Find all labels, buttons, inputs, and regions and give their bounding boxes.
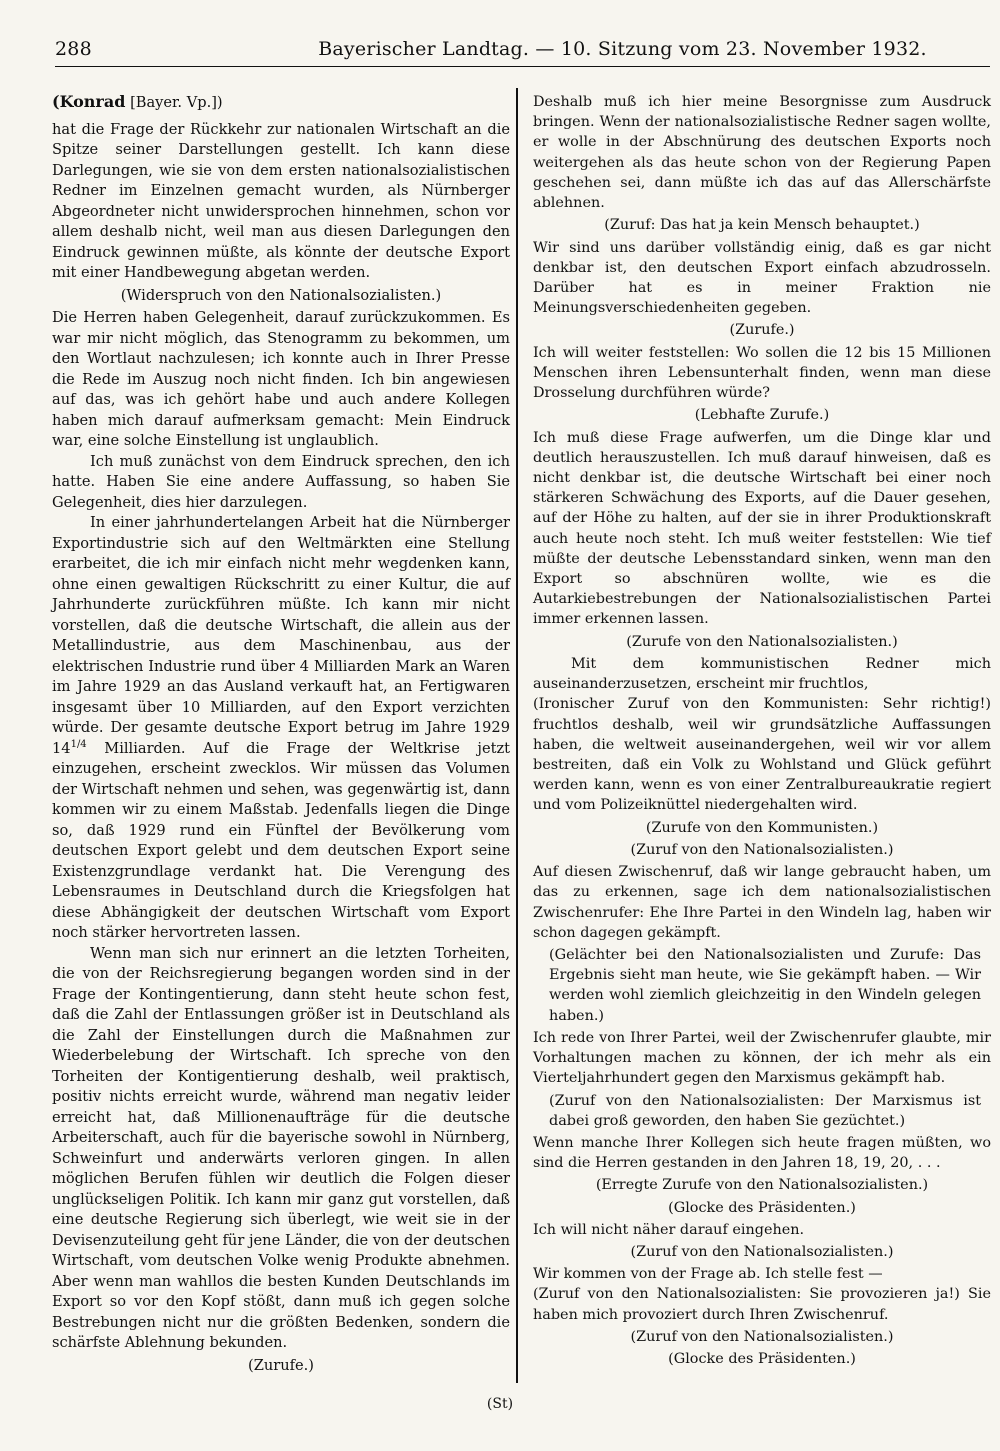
interjection: (Gelächter bei den Nationalsozialisten und Zurufe: Das Ergebnis sieht man heute, wie Sie gekämpft haben. — Wir werden wohl ziemlich gleichzeitig in den Windeln gelegen haben.) xyxy=(549,946,981,1024)
paragraph: Deshalb muß ich hier meine Besorgnisse zum Ausdruck bringen. Wenn der nationalsozialistische Redner sagen wollte, er wolle in der Abschnürung des deutschen Exports noch weitergehen als das heute schon von der Regierung Papen geschehen sei, dann müßte ich das auf das Allerschärfste ablehnen. xyxy=(533,94,991,212)
running-title: Bayerischer Landtag. — 10. Sitzung vom 23. November 1932. xyxy=(318,38,927,60)
interjection: (Zuruf von den Nationalsozialisten: Der Marxismus ist dabei groß geworden, den haben Sie gezüchtet.) xyxy=(549,1092,981,1129)
paragraph: Wir sind uns darüber vollständig einig, daß es gar nicht denkbar ist, den deutschen Export einfach abzudrosseln. Darüber hat es in meiner Fraktion nie Meinungsverschiedenheiten gegeben. xyxy=(533,239,991,317)
paragraph: Wenn manche Ihrer Kollegen sich heute fragen müßten, wo sind die Herren gestanden in den Jahren 18, 19, 20, . . . xyxy=(533,1134,991,1172)
paragraph: Ich muß zunächst von dem Eindruck sprechen, den ich hatte. Haben Sie eine andere Auffassung, so haben Sie Gelegenheit, dies hier darzulegen. xyxy=(52,452,510,511)
right-column xyxy=(533,92,991,1371)
interjection: (Zuruf von den Nationalsozialisten.) xyxy=(630,1328,894,1345)
paragraph: Ich will nicht näher darauf eingehen. xyxy=(533,1221,805,1238)
interjection: (Zurufe von den Nationalsozialisten.) xyxy=(626,633,898,650)
paragraph: (Ironischer Zuruf von den Kommunisten: Sehr richtig!) fruchtlos deshalb, weil wir grundsätzliche Auffassungen haben, die weltweit auseinandergehen, weil wir vor allem bestreiten, daß ein Volk zu Wohlstand und Glück geführt werden kann, wenn es von einer Zentralbureaukratie regiert und vom Polizeiknüttel niedergehalten wird. xyxy=(533,696,991,814)
paragraph-part: Milliarden. Auf die Frage der Weltkrise jetzt einzugehen, erscheint zwecklos. Wir müssen das Volumen der Wirtschaft nehmen und sehen, was gegenwärtig ist, dann kommen wir zu einem Maßstab. Jedenfalls liegen die Dinge so, daß 1929 rund ein Fünftel der Bevölkerung vom deutschen Export gelebt und dem deutschen Export seine Existenzgrundlage verdankt hat. Die Verengung des Lebensraumes in Deutschland durch die Kriegsfolgen hat diese Abhängigkeit der deutschen Wirtschaft vom Export noch stärker hervortreten lassen. xyxy=(52,739,510,941)
paragraph: (Zuruf von den Nationalsozialisten: Sie provozieren ja!) Sie haben mich provoziert durch Ihren Zwischenruf. xyxy=(533,1286,991,1323)
interjection: (Zuruf von den Nationalsozialisten.) xyxy=(630,841,894,858)
interjection: (Zurufe.) xyxy=(248,1356,314,1374)
speaker-party: [Bayer. Vp.]) xyxy=(130,94,223,111)
page-number: 288 xyxy=(55,38,92,60)
interjection: (Widerspruch von den Nationalsozialisten.) xyxy=(120,286,442,304)
interjection: (Zuruf: Das hat ja kein Mensch behauptet.) xyxy=(604,217,920,234)
interjection: (Zurufe.) xyxy=(729,322,795,339)
interjection: (Lebhafte Zurufe.) xyxy=(694,407,830,424)
left-column xyxy=(52,92,510,1378)
speaker-heading xyxy=(52,92,510,114)
page-footer-signature: (St) xyxy=(486,1396,514,1412)
interjection: (Zuruf von den Nationalsozialisten.) xyxy=(630,1244,894,1261)
interjection: (Glocke des Präsidenten.) xyxy=(668,1351,856,1368)
speaker-name: (Konrad xyxy=(52,92,126,111)
interjection: (Zurufe von den Kommunisten.) xyxy=(645,819,879,836)
paragraph: Ich will weiter feststellen: Wo sollen die 12 bis 15 Millionen Menschen ihren Lebensunterhalt finden, wenn man diese Drosselung durchführen würde? xyxy=(533,344,991,402)
paragraph: Mit dem kommunistischen Redner mich auseinanderzusetzen, erscheint mir fruchtlos, xyxy=(533,655,991,693)
paragraph: Ich rede von Ihrer Partei, weil der Zwischenrufer glaubte, mir Vorhaltungen machen zu können, der ich mehr als ein Vierteljahrhundert gegen den Marxismus gekämpft hab. xyxy=(533,1029,991,1087)
fraction: 1/4 xyxy=(70,738,87,750)
column-divider xyxy=(516,88,518,1383)
paragraph: Auf diesen Zwischenruf, daß wir lange gebraucht haben, um das zu erkennen, sage ich dem nationalsozialistischen Zwischenrufer: Ehe Ihre Partei in den Windeln lag, haben wir schon dagegen gekämpft. xyxy=(533,864,991,941)
paragraph: Die Herren haben Gelegenheit, darauf zurückzukommen. Es war mir nicht möglich, das Stenogramm zu bekommen, um den Wortlaut nachzulesen; ich konnte auch in Ihrer Presse die Rede im Auszug noch nicht finden. Ich bin angewiesen auf das, was ich gehört habe und auch andere Kollegen haben mich darauf aufmerksam gemacht: Mein Eindruck war, eine solche Einstellung ist unglaublich. xyxy=(52,309,510,449)
paragraph: hat die Frage der Rückkehr zur nationalen Wirtschaft an die Spitze seiner Darstellungen gestellt. Ich kann diese Darlegungen, wie sie von dem ersten nationalsozialistischen Redner im Einzelnen gemacht wurden, als Nürnberger Abgeordneter nicht unwidersprochen hinnehmen, schon vor allem deshalb nicht, weil man aus diesen Darlegungen den Eindruck gewinnen müßte, als könnte der deutsche Export mit einer Handbewegung abgetan werden. xyxy=(52,120,510,281)
paragraph: Wir kommen von der Frage ab. Ich stelle fest — xyxy=(533,1266,883,1283)
interjection: (Glocke des Präsidenten.) xyxy=(668,1199,856,1216)
page-header xyxy=(55,32,990,67)
paragraph: Wenn man sich nur erinnert an die letzten Torheiten, die von der Reichsregierung begangen worden sind in der Frage der Kontingentierung, dann steht heute schon fest, daß die Zahl der Entlassungen größer ist in Deutschland als die Zahl der Einstellungen durch die Maßnahmen zur Wiederbelebung der Wirtschaft. Ich spreche von den Torheiten der Kontigentierung deshalb, weil praktisch, positiv nichts erreicht wurde, während man negativ leider erreicht hat, daß Millionenaufträge für die deutsche Arbeiterschaft, auch für die bayerische sowohl in Nürnberg, Schweinfurt und anderwärts verloren gingen. In allen möglichen Berufen fühlen wir deutlich die Folgen dieser unglückseligen Politik. Ich kann mir ganz gut vorstellen, daß eine deutsche Regierung sich überlegt, wie weit sie in der Devisenzuteilung geht für jene Länder, die von der deutschen Wirtschaft, vom deutschen Volke wenig Produkte abnehmen. Aber wenn man wahllos die besten Kunden Deutschlands im Export so vor den Kopf stößt, dann muß ich gegen solche Bestrebungen nicht nur die größten Bedenken, sondern die schärfste Ablehnung bekunden. xyxy=(52,944,510,1351)
paragraph: Ich muß diese Frage aufwerfen, um die Dinge klar und deutlich herauszustellen. Ich muß darauf hinweisen, daß es nicht denkbar ist, die deutsche Wirtschaft bei einer noch stärkeren Schwächung des Exports, auf die Dauer gesehen, auf der Höhe zu halten, auf der sie in ihrer Produktionskraft auch heute noch steht. Ich muß weiter feststellen: Wie tief müßte der deutsche Lebensstandard sinken, wenn man den Export so abschnüren wollte, wie es die Autarkiebestrebungen der Nationalsozialistischen Partei immer erkennen lassen. xyxy=(533,429,991,628)
paragraph xyxy=(52,513,510,944)
interjection: (Erregte Zurufe von den Nationalsozialisten.) xyxy=(595,1177,929,1194)
paragraph-part: In einer jahrhundertelangen Arbeit hat die Nürnberger Exportindustrie sich auf den Weltmärkten eine Stellung erarbeitet, die ich mir einfach nicht mehr wegdenken kann, ohne einen gewaltigen Rückschritt zu einer Kultur, die auf Jahrhunderte zurückführen müßte. Ich kann mir nicht vorstellen, daß die deutsche Wirtschaft, die allein aus der Metallindustrie, aus dem Maschinenbau, aus der elektrischen Industrie rund über 4 Milliarden Mark an Waren im Jahre 1929 an das Ausland verkauft hat, an Fertigwaren insgesamt über 10 Milliarden, auf den Export verzichten würde. Der gesamte deutsche Export betrug im Jahre 1929 14 xyxy=(52,514,510,757)
